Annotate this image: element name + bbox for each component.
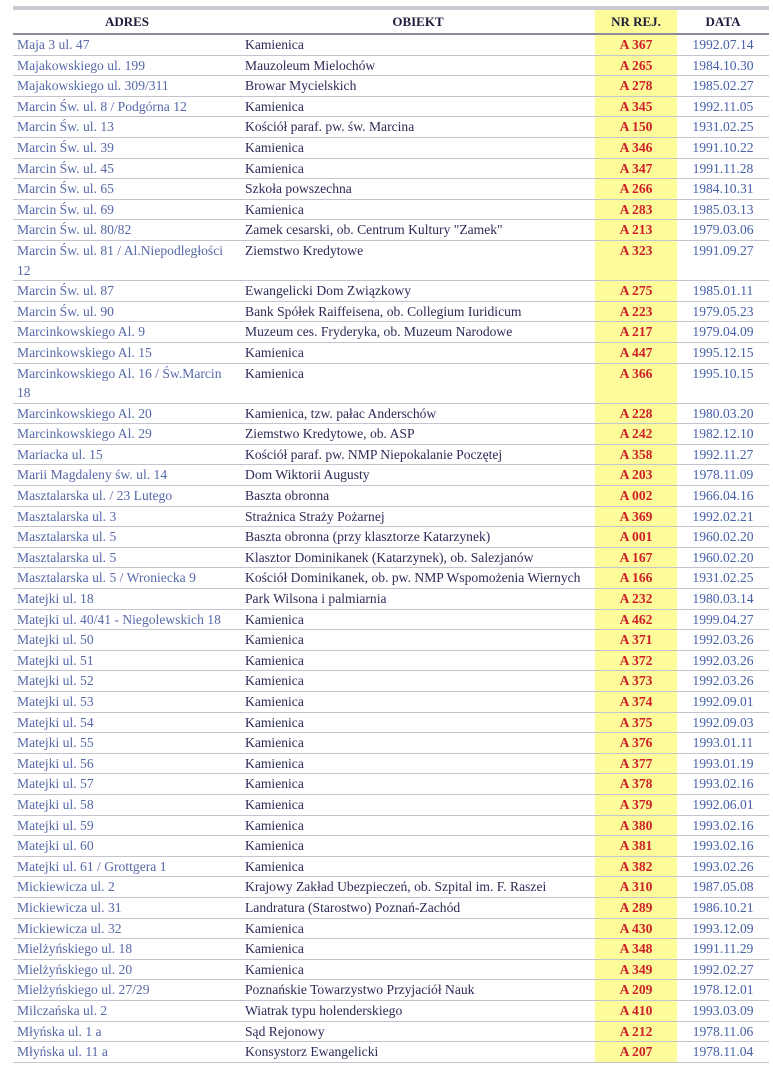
- table-row: [13, 1000, 769, 1021]
- address-cell: Mickiewicza ul. 31: [13, 897, 241, 918]
- date-cell: 1931.02.25: [677, 568, 769, 589]
- object-cell: Landratura (Starostwo) Poznań-Zachód: [241, 897, 595, 918]
- register-number-cell: A 001: [595, 527, 677, 548]
- date-cell: 1960.02.20: [677, 527, 769, 548]
- table-row: [13, 527, 769, 548]
- object-cell: Kamienica: [241, 34, 595, 55]
- address-cell: Marcinkowskiego Al. 15: [13, 342, 241, 363]
- address-cell: Matejki ul. 60: [13, 836, 241, 857]
- date-cell: 1984.10.30: [677, 55, 769, 76]
- address-cell: Majakowskiego ul. 309/311: [13, 76, 241, 97]
- date-cell: 1992.03.26: [677, 650, 769, 671]
- register-number-cell: A 217: [595, 322, 677, 343]
- address-cell: Matejki ul. 54: [13, 712, 241, 733]
- date-cell: 1985.03.13: [677, 199, 769, 220]
- register-number-cell: A 371: [595, 630, 677, 651]
- address-cell: Mielżyńskiego ul. 20: [13, 959, 241, 980]
- register-number-cell: A 380: [595, 815, 677, 836]
- register-number-cell: A 283: [595, 199, 677, 220]
- object-cell: Klasztor Dominikanek (Katarzynek), ob. Salezjanów: [241, 547, 595, 568]
- register-number-cell: A 167: [595, 547, 677, 568]
- object-cell: Kamienica: [241, 794, 595, 815]
- monuments-register-table: [13, 6, 769, 1063]
- table-row: [13, 486, 769, 507]
- register-number-cell: A 447: [595, 342, 677, 363]
- table-row: [13, 55, 769, 76]
- table-row: [13, 897, 769, 918]
- date-cell: 1978.11.06: [677, 1021, 769, 1042]
- object-cell: Kamienica: [241, 733, 595, 754]
- object-cell: Strażnica Straży Pożarnej: [241, 506, 595, 527]
- object-cell: Szkoła powszechna: [241, 179, 595, 200]
- table-row: [13, 444, 769, 465]
- table-body: [13, 34, 769, 1062]
- object-cell: Wiatrak typu holenderskiego: [241, 1000, 595, 1021]
- table-row: [13, 794, 769, 815]
- object-cell: Kamienica: [241, 363, 595, 403]
- date-cell: 1995.10.15: [677, 363, 769, 403]
- register-number-cell: A 212: [595, 1021, 677, 1042]
- table-row: [13, 650, 769, 671]
- date-cell: 1993.02.16: [677, 774, 769, 795]
- table-row: [13, 199, 769, 220]
- table-row: [13, 753, 769, 774]
- address-cell: Marcin Św. ul. 87: [13, 281, 241, 302]
- register-number-cell: A 242: [595, 424, 677, 445]
- register-number-cell: A 367: [595, 34, 677, 55]
- register-number-cell: A 289: [595, 897, 677, 918]
- header-data: DATA: [677, 8, 769, 34]
- date-cell: 1993.03.09: [677, 1000, 769, 1021]
- date-cell: 1993.12.09: [677, 918, 769, 939]
- object-cell: Baszta obronna (przy klasztorze Katarzynek): [241, 527, 595, 548]
- object-cell: Sąd Rejonowy: [241, 1021, 595, 1042]
- register-number-cell: A 374: [595, 692, 677, 713]
- date-cell: 1992.11.27: [677, 444, 769, 465]
- table-row: [13, 547, 769, 568]
- address-cell: Masztalarska ul. 5: [13, 527, 241, 548]
- address-cell: Mickiewicza ul. 32: [13, 918, 241, 939]
- address-cell: Matejki ul. 55: [13, 733, 241, 754]
- register-number-cell: A 346: [595, 137, 677, 158]
- object-cell: Kamienica: [241, 96, 595, 117]
- date-cell: 1991.09.27: [677, 240, 769, 280]
- date-cell: 1982.12.10: [677, 424, 769, 445]
- header-nr-rej: NR REJ.: [595, 8, 677, 34]
- register-number-cell: A 382: [595, 856, 677, 877]
- date-cell: 1979.03.06: [677, 220, 769, 241]
- register-number-cell: A 379: [595, 794, 677, 815]
- table-row: [13, 34, 769, 55]
- address-cell: Masztalarska ul. 3: [13, 506, 241, 527]
- date-cell: 1999.04.27: [677, 609, 769, 630]
- table-row: [13, 836, 769, 857]
- object-cell: Kamienica: [241, 918, 595, 939]
- date-cell: 1979.05.23: [677, 301, 769, 322]
- date-cell: 1960.02.20: [677, 547, 769, 568]
- object-cell: Browar Mycielskich: [241, 76, 595, 97]
- address-cell: Majakowskiego ul. 199: [13, 55, 241, 76]
- address-cell: Marcinkowskiego Al. 9: [13, 322, 241, 343]
- object-cell: Kamienica: [241, 137, 595, 158]
- table-row: [13, 342, 769, 363]
- object-cell: Kamienica: [241, 671, 595, 692]
- address-cell: Marii Magdaleny św. ul. 14: [13, 465, 241, 486]
- register-number-cell: A 349: [595, 959, 677, 980]
- register-number-cell: A 375: [595, 712, 677, 733]
- table-row: [13, 815, 769, 836]
- address-cell: Masztalarska ul. / 23 Lutego: [13, 486, 241, 507]
- date-cell: 1993.02.16: [677, 815, 769, 836]
- table-row: [13, 220, 769, 241]
- table-row: [13, 117, 769, 138]
- table-row: [13, 609, 769, 630]
- address-cell: Marcin Św. ul. 8 / Podgórna 12: [13, 96, 241, 117]
- register-number-cell: A 462: [595, 609, 677, 630]
- table-row: [13, 96, 769, 117]
- address-cell: Matejki ul. 52: [13, 671, 241, 692]
- register-number-cell: A 002: [595, 486, 677, 507]
- address-cell: Matejki ul. 56: [13, 753, 241, 774]
- date-cell: 1931.02.25: [677, 117, 769, 138]
- table-row: [13, 424, 769, 445]
- register-number-cell: A 430: [595, 918, 677, 939]
- register-number-cell: A 223: [595, 301, 677, 322]
- date-cell: 1966.04.16: [677, 486, 769, 507]
- date-cell: 1978.12.01: [677, 980, 769, 1001]
- address-cell: Marcinkowskiego Al. 20: [13, 403, 241, 424]
- date-cell: 1992.06.01: [677, 794, 769, 815]
- table-row: [13, 589, 769, 610]
- register-number-cell: A 209: [595, 980, 677, 1001]
- object-cell: Poznańskie Towarzystwo Przyjaciół Nauk: [241, 980, 595, 1001]
- register-number-cell: A 203: [595, 465, 677, 486]
- register-number-cell: A 323: [595, 240, 677, 280]
- table-row: [13, 281, 769, 302]
- object-cell: Kamienica: [241, 158, 595, 179]
- table-row: [13, 179, 769, 200]
- object-cell: Kamienica: [241, 199, 595, 220]
- table-row: [13, 568, 769, 589]
- address-cell: Matejki ul. 59: [13, 815, 241, 836]
- register-number-cell: A 150: [595, 117, 677, 138]
- object-cell: Bank Spółek Raiffeisena, ob. Collegium Iuridicum: [241, 301, 595, 322]
- object-cell: Kamienica: [241, 342, 595, 363]
- table-row: [13, 137, 769, 158]
- register-number-cell: A 381: [595, 836, 677, 857]
- date-cell: 1984.10.31: [677, 179, 769, 200]
- date-cell: 1993.02.16: [677, 836, 769, 857]
- address-cell: Młyńska ul. 1 a: [13, 1021, 241, 1042]
- table-row: [13, 1042, 769, 1063]
- table-row: [13, 939, 769, 960]
- date-cell: 1991.11.28: [677, 158, 769, 179]
- register-number-cell: A 373: [595, 671, 677, 692]
- register-number-cell: A 348: [595, 939, 677, 960]
- date-cell: 1992.02.21: [677, 506, 769, 527]
- date-cell: 1991.11.29: [677, 939, 769, 960]
- address-cell: Mariacka ul. 15: [13, 444, 241, 465]
- register-number-cell: A 410: [595, 1000, 677, 1021]
- register-number-cell: A 358: [595, 444, 677, 465]
- date-cell: 1978.11.04: [677, 1042, 769, 1063]
- table-row: [13, 774, 769, 795]
- register-number-cell: A 232: [595, 589, 677, 610]
- register-number-cell: A 265: [595, 55, 677, 76]
- address-cell: Marcin Św. ul. 13: [13, 117, 241, 138]
- register-number-cell: A 347: [595, 158, 677, 179]
- table-row: [13, 301, 769, 322]
- date-cell: 1992.09.03: [677, 712, 769, 733]
- address-cell: Mickiewicza ul. 2: [13, 877, 241, 898]
- date-cell: 1986.10.21: [677, 897, 769, 918]
- register-number-cell: A 366: [595, 363, 677, 403]
- date-cell: 1979.04.09: [677, 322, 769, 343]
- table-row: [13, 363, 769, 403]
- table-row: [13, 506, 769, 527]
- object-cell: Park Wilsona i palmiarnia: [241, 589, 595, 610]
- object-cell: Kamienica, tzw. pałac Anderschów: [241, 403, 595, 424]
- register-number-cell: A 278: [595, 76, 677, 97]
- header-adres: ADRES: [13, 8, 241, 34]
- address-cell: Matejki ul. 51: [13, 650, 241, 671]
- object-cell: Kamienica: [241, 753, 595, 774]
- object-cell: Dom Wiktorii Augusty: [241, 465, 595, 486]
- table-row: [13, 322, 769, 343]
- object-cell: Kościół Dominikanek, ob. pw. NMP Wspomożenia Wiernych: [241, 568, 595, 589]
- table-row: [13, 877, 769, 898]
- object-cell: Kościół paraf. pw. NMP Niepokalanie Poczętej: [241, 444, 595, 465]
- address-cell: Marcin Św. ul. 90: [13, 301, 241, 322]
- address-cell: Marcin Św. ul. 45: [13, 158, 241, 179]
- register-number-cell: A 376: [595, 733, 677, 754]
- object-cell: Kamienica: [241, 609, 595, 630]
- object-cell: Baszta obronna: [241, 486, 595, 507]
- table-row: [13, 856, 769, 877]
- object-cell: Kamienica: [241, 692, 595, 713]
- date-cell: 1993.02.26: [677, 856, 769, 877]
- date-cell: 1980.03.20: [677, 403, 769, 424]
- address-cell: Matejki ul. 53: [13, 692, 241, 713]
- object-cell: Kamienica: [241, 836, 595, 857]
- date-cell: 1992.07.14: [677, 34, 769, 55]
- address-cell: Marcinkowskiego Al. 16 / Św.Marcin 18: [13, 363, 241, 403]
- register-number-cell: A 207: [595, 1042, 677, 1063]
- register-number-cell: A 345: [595, 96, 677, 117]
- address-cell: Mielżyńskiego ul. 18: [13, 939, 241, 960]
- register-number-cell: A 378: [595, 774, 677, 795]
- register-number-cell: A 275: [595, 281, 677, 302]
- address-cell: Marcin Św. ul. 81 / Al.Niepodległości 12: [13, 240, 241, 280]
- object-cell: Kamienica: [241, 712, 595, 733]
- address-cell: Matejki ul. 40/41 - Niegolewskich 18: [13, 609, 241, 630]
- date-cell: 1985.01.11: [677, 281, 769, 302]
- table-row: [13, 959, 769, 980]
- object-cell: Mauzoleum Mielochów: [241, 55, 595, 76]
- table-row: [13, 918, 769, 939]
- register-number-cell: A 377: [595, 753, 677, 774]
- register-number-cell: A 228: [595, 403, 677, 424]
- date-cell: 1992.02.27: [677, 959, 769, 980]
- date-cell: 1992.03.26: [677, 671, 769, 692]
- object-cell: Kamienica: [241, 815, 595, 836]
- date-cell: 1980.03.14: [677, 589, 769, 610]
- address-cell: Mielżyńskiego ul. 27/29: [13, 980, 241, 1001]
- object-cell: Zamek cesarski, ob. Centrum Kultury "Zamek": [241, 220, 595, 241]
- table-header: [13, 8, 769, 34]
- table-row: [13, 158, 769, 179]
- address-cell: Masztalarska ul. 5 / Wroniecka 9: [13, 568, 241, 589]
- address-cell: Matejki ul. 18: [13, 589, 241, 610]
- date-cell: 1992.11.05: [677, 96, 769, 117]
- address-cell: Młyńska ul. 11 a: [13, 1042, 241, 1063]
- address-cell: Marcin Św. ul. 65: [13, 179, 241, 200]
- header-obiekt: OBIEKT: [241, 8, 595, 34]
- object-cell: Ewangelicki Dom Związkowy: [241, 281, 595, 302]
- object-cell: Muzeum ces. Fryderyka, ob. Muzeum Narodowe: [241, 322, 595, 343]
- register-number-cell: A 213: [595, 220, 677, 241]
- register-number-cell: A 166: [595, 568, 677, 589]
- address-cell: Matejki ul. 58: [13, 794, 241, 815]
- address-cell: Matejki ul. 61 / Grottgera 1: [13, 856, 241, 877]
- table-row: [13, 733, 769, 754]
- object-cell: Krajowy Zakład Ubezpieczeń, ob. Szpital im. F. Raszei: [241, 877, 595, 898]
- object-cell: Kamienica: [241, 650, 595, 671]
- table-row: [13, 712, 769, 733]
- object-cell: Kamienica: [241, 856, 595, 877]
- address-cell: Marcinkowskiego Al. 29: [13, 424, 241, 445]
- table-row: [13, 692, 769, 713]
- table-row: [13, 980, 769, 1001]
- date-cell: 1993.01.11: [677, 733, 769, 754]
- address-cell: Marcin Św. ul. 39: [13, 137, 241, 158]
- date-cell: 1993.01.19: [677, 753, 769, 774]
- date-cell: 1995.12.15: [677, 342, 769, 363]
- table-row: [13, 630, 769, 651]
- date-cell: 1978.11.09: [677, 465, 769, 486]
- object-cell: Kamienica: [241, 939, 595, 960]
- table-row: [13, 671, 769, 692]
- address-cell: Marcin Św. ul. 69: [13, 199, 241, 220]
- table-row: [13, 403, 769, 424]
- date-cell: 1987.05.08: [677, 877, 769, 898]
- object-cell: Ziemstwo Kredytowe, ob. ASP: [241, 424, 595, 445]
- register-number-cell: A 266: [595, 179, 677, 200]
- address-cell: Matejki ul. 50: [13, 630, 241, 651]
- address-cell: Maja 3 ul. 47: [13, 34, 241, 55]
- object-cell: Kamienica: [241, 959, 595, 980]
- date-cell: 1991.10.22: [677, 137, 769, 158]
- table-row: [13, 1021, 769, 1042]
- address-cell: Marcin Św. ul. 80/82: [13, 220, 241, 241]
- object-cell: Konsystorz Ewangelicki: [241, 1042, 595, 1063]
- date-cell: 1992.09.01: [677, 692, 769, 713]
- object-cell: Kamienica: [241, 774, 595, 795]
- date-cell: 1992.03.26: [677, 630, 769, 651]
- register-number-cell: A 372: [595, 650, 677, 671]
- table-row: [13, 76, 769, 97]
- object-cell: Kamienica: [241, 630, 595, 651]
- register-number-cell: A 310: [595, 877, 677, 898]
- table-row: [13, 465, 769, 486]
- address-cell: Matejki ul. 57: [13, 774, 241, 795]
- object-cell: Ziemstwo Kredytowe: [241, 240, 595, 280]
- object-cell: Kościół paraf. pw. św. Marcina: [241, 117, 595, 138]
- table-row: [13, 240, 769, 280]
- address-cell: Milczańska ul. 2: [13, 1000, 241, 1021]
- register-number-cell: A 369: [595, 506, 677, 527]
- date-cell: 1985.02.27: [677, 76, 769, 97]
- address-cell: Masztalarska ul. 5: [13, 547, 241, 568]
